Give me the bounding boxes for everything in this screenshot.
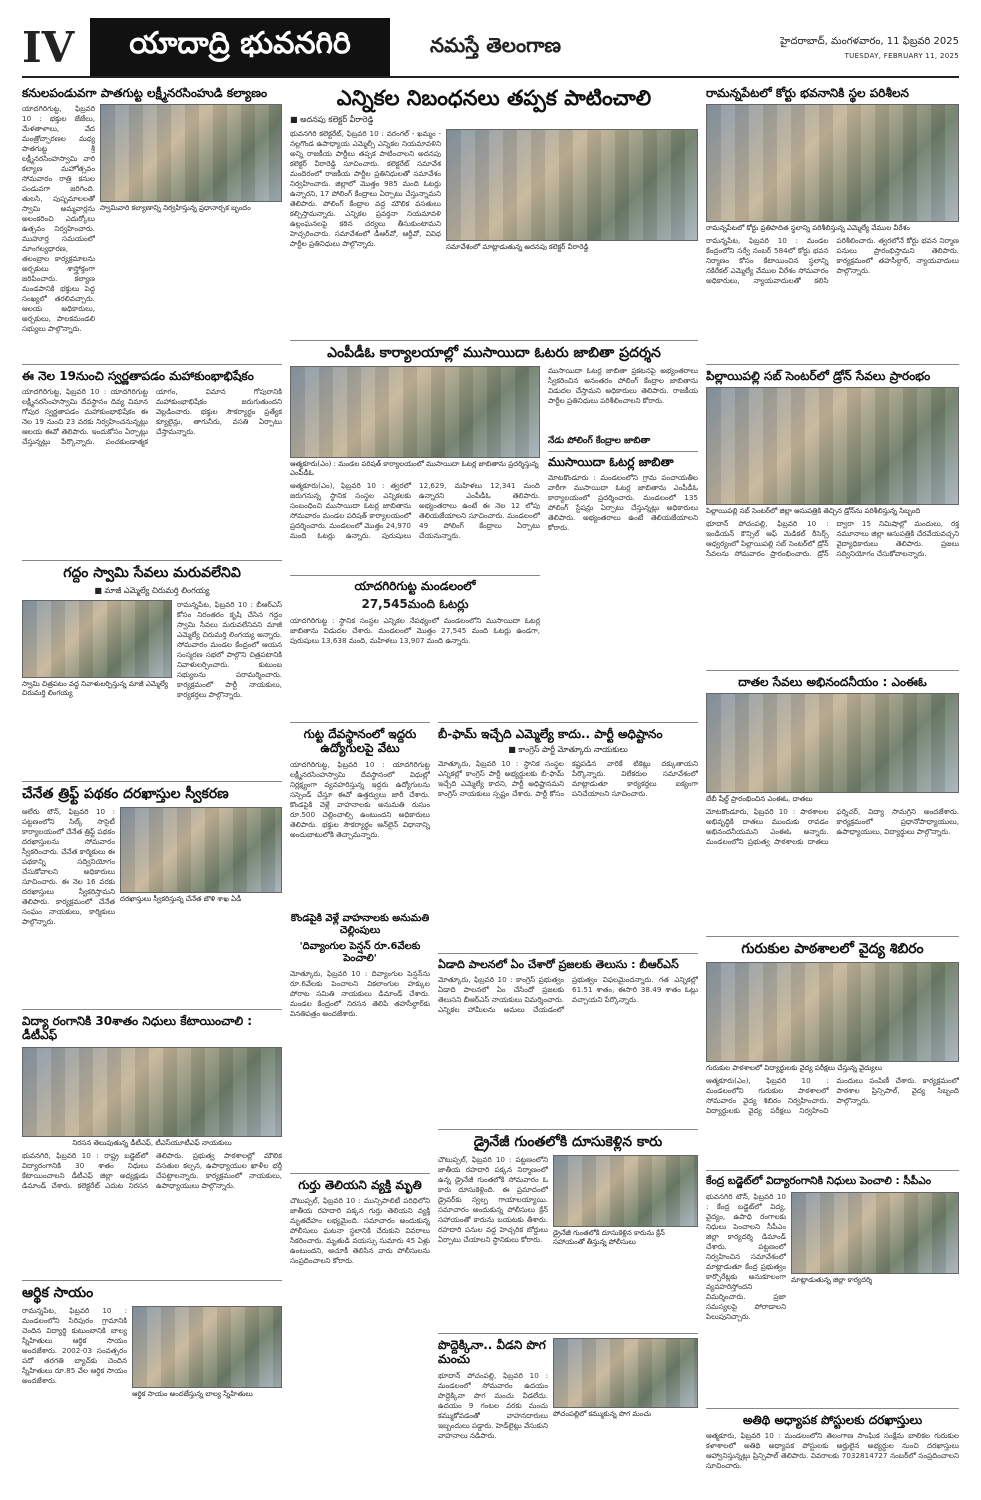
stat-value: 27,545మంది ఓటర్లు <box>361 597 469 612</box>
photo <box>553 1338 698 1408</box>
paper-name: నమస్తే తెలంగాణ <box>430 32 562 57</box>
story-kendra <box>706 1170 959 1402</box>
story-gurukula <box>706 936 959 1164</box>
column-right <box>706 86 959 1496</box>
body-text: ఆత్మకూరు, ఫిబ్రవరి 10 : మండలంలోని తెలంగాణ సాంఘిక సంక్షేమ బాలికల గురుకుల కళాశాలలో అతిథి అధ్యాపక పోస్టులకు అర్హులైన అభ్యర్థుల నుంచి దరఖాస్తులు ఆహ్వానిస్తున్నట్లు ప్రిన్సిపాల్ తెలిపారు. వివరాలకు 7032814727 నంబర్‌లో సంప్రదించాలని సూచించారు. <box>706 1431 959 1471</box>
headline: ముసాయిదా ఓటర్ల జాబితా <box>548 454 674 469</box>
story-mpdo <box>290 340 698 716</box>
photo <box>22 1047 282 1137</box>
column-left <box>22 86 282 1496</box>
headline: ఆర్థిక సాయం <box>22 1285 94 1301</box>
story-arthika <box>22 1280 282 1485</box>
photo <box>706 387 959 505</box>
body-text: మోటకొండూరు, ఫిబ్రవరి 10 : పాఠశాలల అభివృద్ధికి దాతలు ముందుకు రావడం అభినందనీయమని ఎంఈఓ అన్నారు. మండలంలోని ప్రభుత్వ పాఠశాలకు దాతలు ఫర్నిచర్, విద్యా సామగ్రిని అందజేశారు. కార్యక్రమంలో ప్రధానోపాధ్యాయులు, ఉపాధ్యాయులు, విద్యార్థులు పాల్గొన్నారు. <box>706 807 959 847</box>
photo <box>22 600 172 678</box>
caption: బేబీ షీల్డ్ ప్రారంభించిన ఎంఈఓ, దాతలు <box>706 795 813 804</box>
body-text: చౌటుప్పల్, ఫిబ్రవరి 10 : పట్టణంలోని జాతీయ రహదారి పక్కన నిర్మాణంలో ఉన్న డ్రైనేజీ గుంతలోకి సోమవారం ఓ కారు దూసుకెళ్లింది. ఈ ప్రమాదంలో డ్రైవర్‌కు స్వల్ప గాయాలయ్యాయి. సమాచారం అందుకున్న పోలీసులు క్రేన్ సహాయంతో కారును బయటకు తీశారు. రహదారి పనుల వద్ద హెచ్చరిక బోర్డులు ఏర్పాటు చేయాలని స్థానికులు కోరారు. <box>438 1154 548 1244</box>
story-kalyanam <box>22 86 282 358</box>
story-manchu <box>438 1333 698 1493</box>
body-text: ఆలేరు టౌన్, ఫిబ్రవరి 10 : పట్టణంలోని సిల్క్ సొసైటీ కార్యాలయంలో చేనేత త్రిఫ్ట్ పథకం దరఖాస్తులను సోమవారం స్వీకరించారు. చేనేత కార్మికులు ఈ పథకాన్ని సద్వినియోగం చేసుకోవాలని అధికారులు సూచించారు. ఈ నెల 16 వరకు దరఖాస్తులు స్వీకరిస్తామని తెలిపారు. కార్యక్రమంలో చేనేత సంఘం నాయకులు, కార్మికులు పాల్గొన్నారు. <box>22 806 115 926</box>
headline: బీ-ఫామ్ ఇచ్చేది ఎమ్మెల్యే కాదు.. పార్టీ అధిష్టానం <box>438 727 663 741</box>
story-swarnatapadam <box>22 364 282 554</box>
caption: డ్రైనేజీ గుంతలోకి దూసుకెళ్లిన కారును క్రేన్ సహాయంతో తీస్తున్న పోలీసులు <box>553 1228 665 1246</box>
body-text: రామన్నపేట, ఫిబ్రవరి 10 : మండల కేంద్రంలోని సర్వే నంబర్ 584లో కోర్టు భవన నిర్మాణం కోసం కేటాయించిన స్థలాన్ని నకిరేకల్ ఎమ్మెల్యే వేముల వీరేశం సోమవారం అధికారులు, న్యాయవాదులతో కలిసి పరిశీలించారు. త్వరలోనే కోర్టు భవన నిర్మాణ పనులు ప్రారంభిస్తామని తెలిపారు. కార్యక్రమంలో తహసీల్దార్, న్యాయవాదులు పాల్గొన్నారు. <box>706 236 959 286</box>
caption: పిల్లాయిపల్లి సబ్ సెంటర్‌లో జిల్లా ఆసుపత్రికి తెచ్చిన డ్రోన్‌ను పరిశీలిస్తున్న సిబ్బంది <box>706 507 921 516</box>
photo <box>120 807 282 893</box>
story-ramannapet <box>706 86 959 358</box>
photo <box>100 104 282 202</box>
photo <box>553 1155 698 1227</box>
story-gurthu <box>290 1173 430 1493</box>
story-gaddam <box>22 560 282 775</box>
sub-headline: నేడు పోలింగ్ కేంద్రాల జాబితా <box>548 435 651 446</box>
headline: పొద్దెక్కినా.. వీడని పొగ మంచు <box>438 1338 546 1367</box>
story-musayida <box>548 451 698 633</box>
masthead <box>22 18 959 78</box>
headline: గుర్తు తెలియని వ్యక్తి మృతి <box>298 1178 422 1192</box>
story-ennikala <box>290 86 698 334</box>
caption: గురుకుల పాఠశాలలో విద్యార్థులకు వైద్య పరీక్షలు చేస్తున్న వైద్యులు <box>706 1063 882 1072</box>
headline: కేంద్ర బడ్జెట్‌లో విద్యారంగానికి నిధులు పెంచాలి : సీపీఎం <box>706 1175 932 1187</box>
body-text: మోటకొండూరు : మండలంలోని గ్రామ పంచాయతీల వారీగా ముసాయిదా ఓటర్ల జాబితాను ఎంపీడీఓ కార్యాలయంలో ప్రదర్శించారు. మండలంలో 135 పోలింగ్ స్టేషన్లు ఏర్పాటు చేస్తున్నట్లు అధికారులు తెలిపారు. అభ్యంతరాలు ఉంటే తెలియజేయాలని కోరారు. <box>548 472 698 532</box>
caption: స్వామి చిత్రపటం వద్ద నివాళులర్పిస్తున్న మాజీ ఎమ్మెల్యే చిరుమర్తి లింగయ్య <box>22 679 169 697</box>
headline: పిల్లాయిపల్లి సబ్ సెంటర్‌లో డ్రోన్ సేవలు ప్రారంభం <box>706 369 931 383</box>
story-chenetha <box>22 781 282 1003</box>
sub-headline: కొండపైకి వెళ్లే వాహనాలకు అనుమతి చెల్లింపులు <box>290 912 430 936</box>
body-text: మోత్కూరు, ఫిబ్రవరి 10 : స్థానిక సంస్థల ఎన్నికల్లో కాంగ్రెస్ పార్టీ అభ్యర్థులకు బీ-ఫామ్ ఇచ్చేది ఎమ్మెల్యే కాదని, పార్టీ అధిష్టానమని కాంగ్రెస్ నాయకులు స్పష్టం చేశారు. పార్టీ కోసం కష్టపడిన వారికే టికెట్లు దక్కుతాయని పేర్కొన్నారు. విలేకరుల సమావేశంలో మాట్లాడుతూ కార్యకర్తలు ఐక్యంగా పనిచేయాలని సూచించారు. <box>438 759 698 799</box>
photo <box>706 693 959 793</box>
body-text: భువనగిరి, ఫిబ్రవరి 10 : రాష్ట్ర బడ్జెట్‌లో విద్యారంగానికి 30 శాతం నిధులు కేటాయించాలని డీటీఎఫ్ జిల్లా అధ్యక్షుడు డిమాండ్ చేశారు. కలెక్టరేట్ ఎదుట నిరసన తెలిపారు. ప్రభుత్వ పాఠశాలల్లో మౌలిక వసతుల కల్పన, ఉపాధ్యాయుల ఖాళీల భర్తీ చేపట్టాలన్నారు. కార్యక్రమంలో నాయకులు, ఉపాధ్యాయులు పాల్గొన్నారు. <box>22 1150 282 1190</box>
story-bform <box>438 727 698 947</box>
body-text: యాదగిరిగుట్ట, ఫిబ్రవరి 10 : యాదగిరిగుట్ట లక్ష్మీనరసింహస్వామి దేవస్థానం దివ్య విమాన గోపుర స్వర్ణతాపడం మహాకుంభాభిషేకం ఈ నెల 19 నుంచి 23 వరకు నిర్వహించనున్నట్లు ఆలయ ఈవో తెలిపారు. ఇందుకోసం ఏర్పాట్లు చేస్తున్నట్లు పేర్కొన్నారు. పంచకుండాత్మక యాగం, విమాన గోపురానికి మహాకుంభాభిషేకం జరుగుతుందని వెల్లడించారు. భక్తుల సౌకర్యార్థం ప్రత్యేక క్యూలైన్లు, తాగునీరు, వసతి ఏర్పాటు చేస్తామన్నారు. <box>22 387 282 447</box>
date-english: TUESDAY, FEBRUARY 11, 2025 <box>844 51 959 60</box>
body-text: యాదగిరిగుట్ట, ఫిబ్రవరి 10 : భక్తుల జేజేలు, మేళతాళాలు, వేద మంత్రోచ్ఛారణల మధ్య పాతగుట్ట శ్రీ లక్ష్మీనరసింహస్వామి వారి కల్యాణ మహోత్సవం సోమవారం రాత్రి కనుల పండువగా జరిగింది. తులసి, పుష్పమాలలతో స్వామి అమ్మవార్లను అలంకరించి ఎదుర్కోలు ఉత్సవం నిర్వహించారు. ముహూర్త సమయంలో మాంగల్యధారణ, తలంబ్రాల కార్యక్రమాలను అర్చకులు శాస్త్రోక్తంగా జరిపించారు. కల్యాణ మండపానికి భక్తులు పెద్ద సంఖ్యలో తరలివచ్చారు. ఆలయ అధికారులు, అర్చకులు, పాలకమండలి సభ్యులు పాల్గొన్నారు. <box>22 104 95 334</box>
sub-headline-pension: 'దివ్యాంగుల పెన్షన్ రూ.6వేలకు పెంచాలి' <box>299 940 421 964</box>
byline: ■ అదనపు కలెక్టర్ వీరారెడ్డి <box>290 115 374 125</box>
columns <box>22 86 959 1496</box>
headline: యాదగిరిగుట్ట మండలంలో <box>354 578 476 593</box>
headline: ఎన్నికల నిబంధనలు తప్పక పాటించాలి <box>336 86 652 110</box>
body-text: ముసాయిదా ఓటర్ల జాబితా ప్రకటనపై అభ్యంతరాలు స్వీకరించిన అనంతరం పోలింగ్ కేంద్రాల జాబితాను విడుదల చేస్తామని అధికారులు తెలిపారు. రాజకీయ పార్టీల ప్రతినిధులు పరిశీలించాలని కోరారు. <box>548 365 698 405</box>
headline: రామన్నపేటలో కోర్టు భవనానికి స్థల పరిశీలన <box>706 86 909 100</box>
body-text: భూదాన్ పోచంపల్లి, ఫిబ్రవరి 10 : ఇండియన్ కౌన్సిల్ ఆఫ్ మెడికల్ రీసెర్చ్ ఆధ్వర్యంలో పిల్లాయిపల్లి సబ్ సెంటర్‌లో డ్రోన్ సేవలను సోమవారం ప్రారంభించారు. డ్రోన్ ద్వారా 15 నిమిషాల్లో మందులు, రక్త నమూనాలు జిల్లా ఆసుపత్రికి చేరవేయవచ్చని వైద్యాధికారులు తెలిపారు. ప్రజలు సద్వినియోగం చేసుకోవాలన్నారు. <box>706 519 959 559</box>
byline: ■ మాజీ ఎమ్మెల్యే చిరుమర్తి లింగయ్య <box>94 585 210 595</box>
dateline <box>780 18 959 76</box>
body-text: రామన్నపేట, ఫిబ్రవరి 10 : బీఆర్ఎస్ కోసం నిరంతరం కృషి చేసిన గద్దం స్వామి సేవలు మరువలేనివని మాజీ ఎమ్మెల్యే చిరుమర్తి లింగయ్య అన్నారు. సోమవారం మండల కేంద్రంలో ఆయన సంస్మరణ సభలో పాల్గొని చిత్రపటానికి నివాళులర్పించారు. కుటుంబ సభ్యులను పరామర్శించారు. కార్యక్రమంలో పార్టీ నాయకులు, కార్యకర్తలు పాల్గొన్నారు. <box>177 599 282 699</box>
body-text: ఆత్మకూరు(ఎం), ఫిబ్రవరి 10 : త్వరలో జరుగనున్న స్థానిక సంస్థల ఎన్నికలకు సంబంధించి ముసాయిదా ఓటర్ల జాబితాను సోమవారం మండల పరిషత్ కార్యాలయంలో ప్రదర్శించారు. మండలంలో మొత్తం 24,970 మంది ఓటర్లు ఉన్నారు. పురుషులు 12,629, మహిళలు 12,341 మంది ఉన్నారని ఎంపీడీఓ తెలిపారు. అభ్యంతరాలు ఉంటే ఈ నెల 12 లోపు తెలియజేయాలని సూచించారు. మండలంలో 49 పోలింగ్ కేంద్రాలు ఏర్పాటు చేయనున్నారు. <box>290 480 540 540</box>
photo <box>706 104 959 222</box>
byline: ■ కాంగ్రెస్ పార్టీ మోత్కూరు నాయకులు <box>508 745 628 755</box>
headline: గుట్ట దేవస్థానంలో ఇద్దరు ఉద్యోగులపై వేటు <box>303 727 417 756</box>
headline: విద్యా రంగానికి 30శాతం నిధులు కేటాయించాలి : డీటీఎఫ్ <box>22 1014 253 1043</box>
photo <box>706 962 959 1062</box>
photo <box>290 366 540 458</box>
story-edadi <box>438 953 698 1123</box>
caption: స్వామివారి కల్యాణాన్ని నిర్వహిస్తున్న ప్రధానార్చక బృందం <box>100 204 251 213</box>
body-text: భూదాన్ పోచంపల్లి, ఫిబ్రవరి 10 : మండలంలో సోమవారం ఉదయం పొద్దెక్కినా పొగ మంచు వీడలేదు. ఉదయం 9 గంటల వరకు మంచు కమ్ముకోవడంతో వాహనదారులు ఇబ్బందులు పడ్డారు. హెడ్‌లైట్లు వేసుకుని వాహనాలు నడిపారు. <box>438 1370 548 1440</box>
caption: ఆత్మకూరు(ఎం) : మండల పరిషత్ కార్యాలయంలో ముసాయిదా ఓటర్ల జాబితాను ప్రదర్శిస్తున్న ఎంపీడీఓ <box>290 459 539 477</box>
body-text: భువనగిరి కలెక్టరేట్, ఫిబ్రవరి 10 : వరంగల్ - ఖమ్మం - నల్లగొండ ఉపాధ్యాయ ఎమ్మెల్సీ ఎన్నికల నియమావళిని అన్ని రాజకీయ పార్టీలు తప్పక పాటించాలని అదనపు కలెక్టర్ వీరారెడ్డి సూచించారు. కలెక్టరేట్ సమావేశ మందిరంలో రాజకీయ పార్టీల ప్రతినిధులతో సమావేశం నిర్వహించారు. జిల్లాలో మొత్తం 985 మంది ఓటర్లు ఉన్నారని, 17 పోలింగ్ కేంద్రాలు ఏర్పాటు చేస్తున్నామని తెలిపారు. పోలింగ్ కేంద్రాల వద్ద మౌలిక వసతులు కల్పిస్తామన్నారు. ఎన్నికల ప్రవర్తనా నియమావళి ఉల్లంఘనలపై కఠిన చర్యలు తీసుకుంటామని హెచ్చరించారు. సమావేశంలో డీఆర్‌వో, ఆర్డీవో, వివిధ పార్టీల ప్రతినిధులు పాల్గొన్నారు. <box>290 129 441 249</box>
caption: రామన్నపేటలో కోర్టు ప్రతిపాదిత స్థలాన్ని పరిశీలిస్తున్న ఎమ్మెల్యే వేముల వీరేశం <box>706 224 910 233</box>
body-text: ఆత్మకూరు(ఎం), ఫిబ్రవరి 10 : మండలంలోని గురుకుల పాఠశాలలో సోమవారం వైద్య శిబిరం నిర్వహించారు. విద్యార్థులకు వైద్య పరీక్షలు నిర్వహించి మందులు పంపిణీ చేశారు. కార్యక్రమంలో పాఠశాల ప్రిన్సిపాల్, వైద్య సిబ్బంది పాల్గొన్నారు. <box>706 1075 959 1115</box>
body-text-pension: మోత్కూరు, ఫిబ్రవరి 10 : దివ్యాంగుల పెన్షన్‌ను రూ.6వేలకు పెంచాలని వికలాంగుల హక్కుల పోరాట సమితి నాయకులు డిమాండ్ చేశారు. మండల కేంద్రంలో నిరసన తెలిపి తహసీల్దార్‌కు వినతిపత్రం అందజేశారు. <box>290 968 430 1018</box>
headline: ఈ నెల 19నుంచి స్వర్ణతాపడం మహాకుంభాభిషేకం <box>22 369 254 383</box>
photo <box>132 1306 282 1388</box>
district-title: యాదాద్రి భువనగిరి <box>90 18 390 76</box>
body-text: భువనగిరి టౌన్, ఫిబ్రవరి 10 : కేంద్ర బడ్జెట్‌లో విద్య, వైద్యం, ఉపాధి రంగాలకు నిధులు పెంచాలని సీపీఎం జిల్లా కార్యదర్శి డిమాండ్ చేశారు. పట్టణంలో నిర్వహించిన సమావేశంలో మాట్లాడుతూ కేంద్ర ప్రభుత్వం కార్పొరేట్లకు అనుకూలంగా వ్యవహరిస్తోందని విమర్శించారు. ప్రజా సమస్యలపై పోరాడాలని పిలుపునిచ్చారు. <box>706 1191 786 1321</box>
date-telugu: హైదరాబాద్, మంగళవారం, 11 ఫిబ్రవరి 2025 <box>780 35 959 47</box>
story-yadagirigutta-voters <box>290 575 540 686</box>
caption: పోచంపల్లిలో కమ్ముకున్న పొగ మంచు <box>553 1410 652 1418</box>
story-athidhi <box>706 1408 959 1496</box>
body-text: యాదగిరిగుట్ట, ఫిబ్రవరి 10 : యాదగిరిగుట్ట లక్ష్మీనరసింహస్వామి దేవస్థానంలో విధుల్లో నిర్లక్ష్యంగా వ్యవహరిస్తున్న ఇద్దరు ఉద్యోగులను సస్పెండ్ చేస్తూ ఈవో ఉత్తర్వులు జారీ చేశారు. కొండపైకి వెళ్లే వాహనాలకు అనుమతి రుసుం రూ.500 చెల్లించాల్సి ఉంటుందని అధికారులు తెలిపారు. భక్తుల సౌకర్యార్థం ఆన్‌లైన్ విధానాన్ని అందుబాటులోకి తెచ్చామన్నారు. <box>290 759 430 839</box>
headline: గురుకుల పాఠశాలలో వైద్య శిబిరం <box>741 941 924 957</box>
caption: మాట్లాడుతున్న జిల్లా కార్యదర్శి <box>791 1275 873 1284</box>
headline: కనులపండువగా పాతగుట్ట లక్ష్మీనరసింహుడి కల్యాణం <box>22 86 268 100</box>
caption: ఆర్థిక సాయం అందజేస్తున్న బాల్య స్నేహితులు <box>132 1389 253 1398</box>
headline: గద్దం స్వామి సేవలు మరువలేనివి <box>63 565 241 581</box>
story-vidya <box>22 1009 282 1274</box>
headline: చేనేత త్రిఫ్ట్ పథకం దరఖాస్తుల స్వీకరణ <box>22 786 229 802</box>
photo <box>446 129 698 241</box>
body-text: యాదగిరిగుట్ట : స్థానిక సంస్థల ఎన్నికల నేపథ్యంలో మండలంలోని ముసాయిదా ఓటర్ల జాబితాను విడుదల చేశారు. మండలంలో మొత్తం 27,545 మంది ఓటర్లు ఉండగా, పురుషులు 13,638 మంది, మహిళలు 13,907 మంది ఉన్నారు. <box>290 616 540 646</box>
caption: దరఖాస్తులు స్వీకరిస్తున్న చేనేత జౌళి శాఖ ఏడీ <box>120 894 242 903</box>
story-gutta-devasthanam <box>290 727 430 1167</box>
column-middle <box>290 86 698 1496</box>
lower-middle <box>290 722 698 1496</box>
page-number: IV <box>22 22 75 72</box>
caption: నిరసన తెలుపుతున్న డీటీఎఫ్, టీఎస్‌యూటీఎఫ్ నాయకులు <box>72 1138 232 1147</box>
headline: ఎంపీడీఓ కార్యాలయాల్లో ముసాయిదా ఓటరు జాబితా ప్రదర్శన <box>327 345 661 361</box>
body-text: రామన్నపేట, ఫిబ్రవరి 10 : మండలంలోని సిరిపురం గ్రామానికి చెందిన విద్యార్థి కుటుంబానికి బాల్య స్నేహితులు ఆర్థిక సాయం అందజేశారు. 2002-03 సంవత్సరం పదో తరగతి బ్యాచ్‌కు చెందిన స్నేహితులు రూ.85 వేల ఆర్థిక సాయం అందజేశారు. <box>22 1305 127 1385</box>
caption: సమావేశంలో మాట్లాడుతున్న అదనపు కలెక్టర్ వీరారెడ్డి <box>446 243 589 252</box>
headline: దాతల సేవలు అభినందనీయం : ఎంఈఓ <box>738 675 927 689</box>
story-daatha <box>706 670 959 930</box>
headline: డ్రైనేజీ గుంతలోకి దూసుకెళ్లిన కారు <box>473 1134 663 1150</box>
story-drone <box>706 364 959 664</box>
body-text: చౌటుప్పల్, ఫిబ్రవరి 10 : మున్సిపాలిటీ పరిధిలోని జాతీయ రహదారి పక్కన గుర్తు తెలియని వ్యక్తి మృతదేహం లభ్యమైంది. సమాచారం అందుకున్న పోలీసులు ఘటనా స్థలానికి చేరుకుని వివరాలు సేకరించారు. మృతుడి వయస్సు సుమారు 45 ఏళ్లు ఉంటుందని, ఆచూకీ తెలిసిన వారు పోలీసులను సంప్రదించాలని కోరారు. <box>290 1196 430 1266</box>
headline: అతిథి అధ్యాపక పోస్టులకు దరఖాస్తులు <box>742 1413 923 1427</box>
story-drainage <box>438 1129 698 1327</box>
photo <box>791 1192 959 1274</box>
headline: ఏడాది పాలనలో ఏం చేశారో ప్రజలకు తెలుసు : బీఆర్ఎస్ <box>438 958 679 971</box>
body-text: మోత్కూరు, ఫిబ్రవరి 10 : కాంగ్రెస్ ప్రభుత్వం ఏడాది పాలనలో ఏం చేసిందో ప్రజలకు తెలుసని బీఆర్ఎస్ నాయకులు విమర్శించారు. ఎన్నికల హామీలను అమలు చేయడంలో ప్రభుత్వం విఫలమైందన్నారు. గత ఎన్నికల్లో 61.51 శాతం, ఈసారి 38.49 శాతం ఓట్లు వచ్చాయని పేర్కొన్నారు. <box>438 975 698 1015</box>
